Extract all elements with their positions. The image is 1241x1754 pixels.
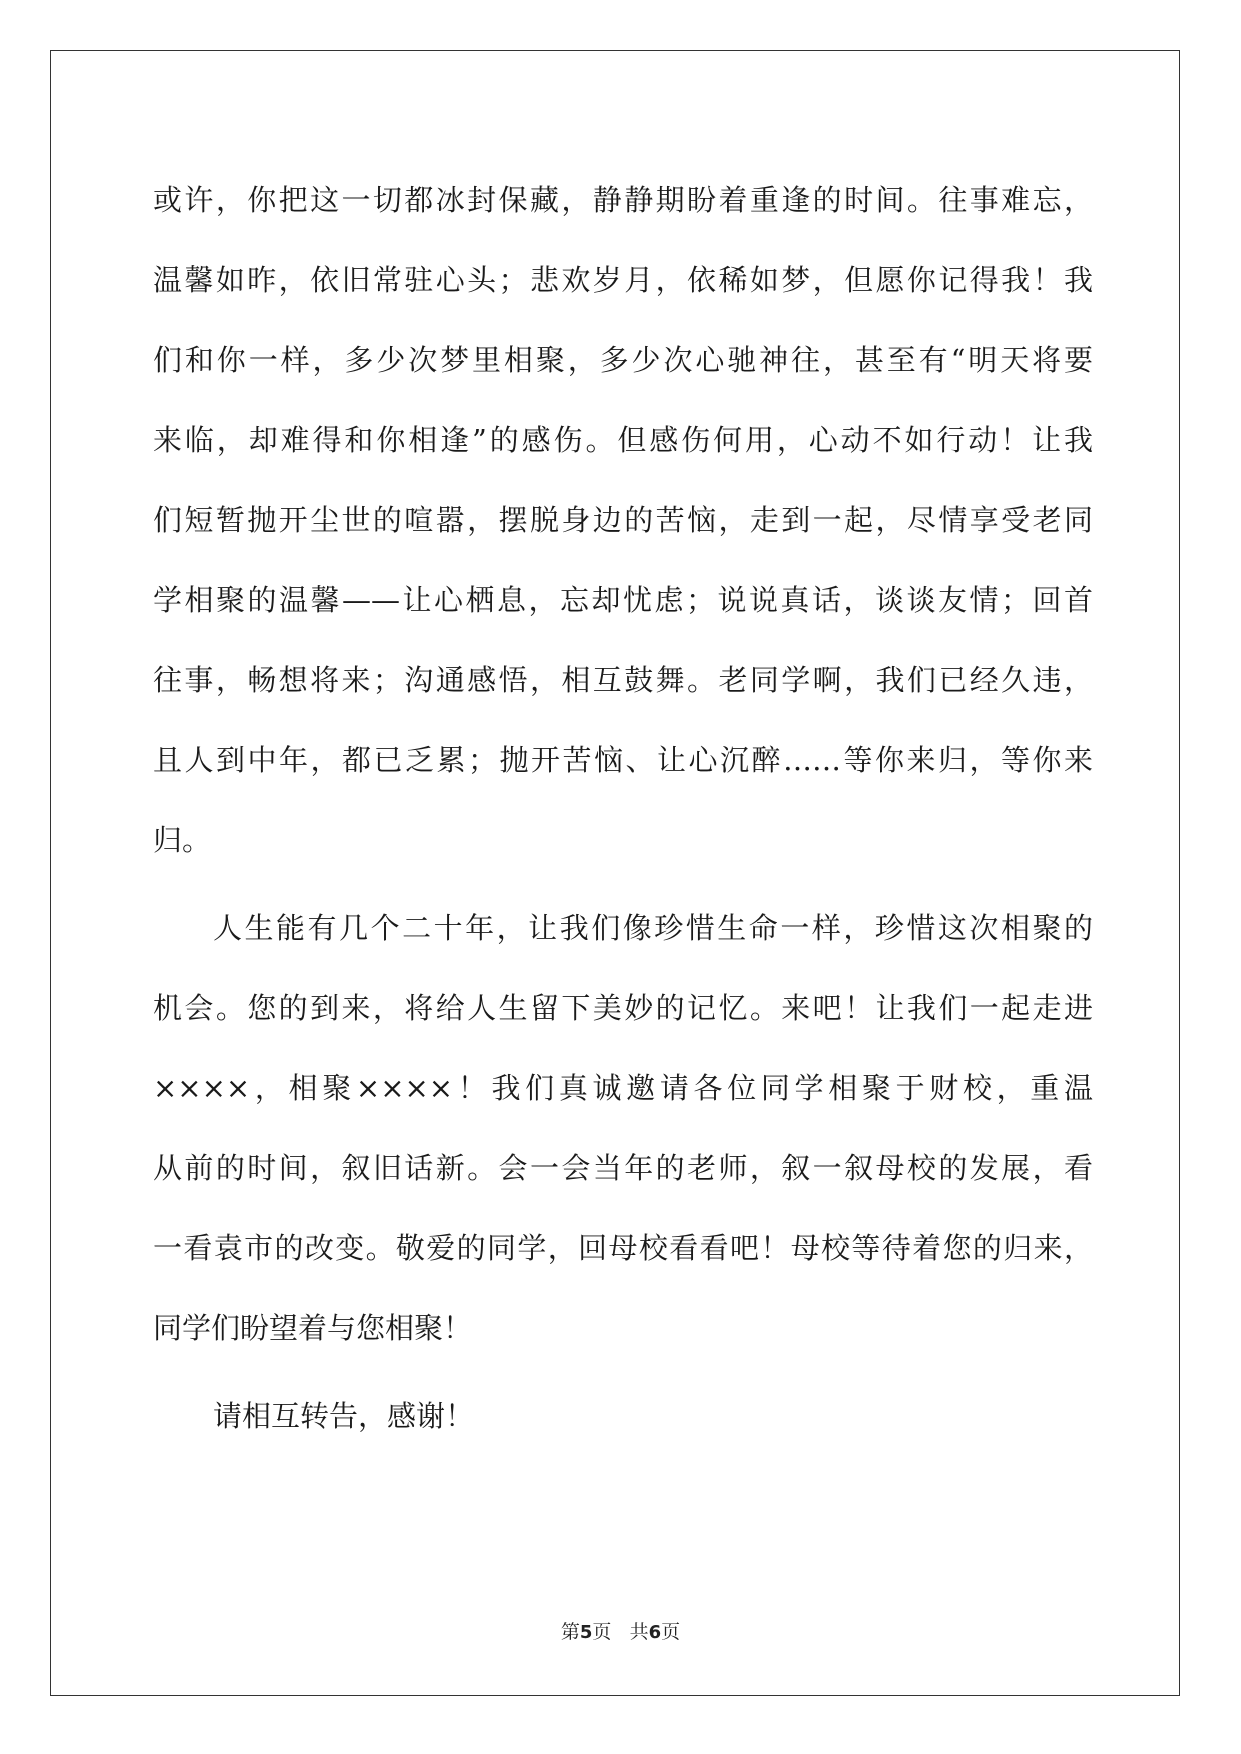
footer-current-page: 5 (579, 1622, 593, 1643)
document-body (153, 160, 1093, 1456)
paragraph-1-line-9: 归。 (153, 823, 212, 857)
paragraph-2-line-6: 同学们盼望着与您相聚！ (153, 1311, 473, 1345)
paragraph-3-line-1: 请相互转告，感谢！ (213, 1399, 475, 1433)
paragraph-1-line-6: 学相聚的温馨——让心栖息，忘却忧虑；说说真话，谈谈友情；回首 (153, 583, 1093, 617)
paragraph-1-line-3: 们和你一样，多少次梦里相聚，多少次心驰神往，甚至有“明天将要 (153, 343, 1093, 377)
paragraph-2-line-2: 机会。您的到来，将给人生留下美妙的记忆。来吧！让我们一起走进 (153, 991, 1093, 1025)
paragraph-2-line-5: 一看袁市的改变。敬爱的同学，回母校看看吧！母校等待着您的归来， (153, 1231, 1093, 1265)
paragraph-1-line-5: 们短暂抛开尘世的喧嚣，摆脱身边的苦恼，走到一起，尽情享受老同 (153, 503, 1093, 537)
page-footer (0, 1617, 1241, 1644)
footer-prefix: 第 (560, 1621, 580, 1643)
footer-total-unit: 页 (661, 1621, 681, 1643)
footer-page-unit: 页 (592, 1621, 612, 1643)
paragraph-1-line-7: 往事，畅想将来；沟通感悟，相互鼓舞。老同学啊，我们已经久违， (153, 663, 1093, 697)
paragraph-1-line-1: 或许，你把这一切都冰封保藏，静静期盼着重逢的时间。往事难忘， (153, 183, 1093, 217)
paragraph-1-line-4: 来临，却难得和你相逢”的感伤。但感伤何用，心动不如行动！让我 (153, 423, 1093, 457)
paragraph-2-line-3: ××××，相聚××××！我们真诚邀请各位同学相聚于财校，重温 (153, 1071, 1093, 1105)
paragraph-1-line-8: 且人到中年，都已乏累；抛开苦恼、让心沉醉……等你来归，等你来 (153, 743, 1093, 777)
footer-total-pages: 6 (648, 1622, 662, 1643)
paragraph-2-line-4: 从前的时间，叙旧话新。会一会当年的老师，叙一叙母校的发展，看 (153, 1151, 1093, 1185)
paragraph-1-line-2: 温馨如昨，依旧常驻心头；悲欢岁月，依稀如梦，但愿你记得我！我 (153, 263, 1093, 297)
footer-total-prefix: 共 (629, 1621, 649, 1643)
paragraph-2-line-1: 人生能有几个二十年，让我们像珍惜生命一样，珍惜这次相聚的 (213, 911, 1093, 945)
